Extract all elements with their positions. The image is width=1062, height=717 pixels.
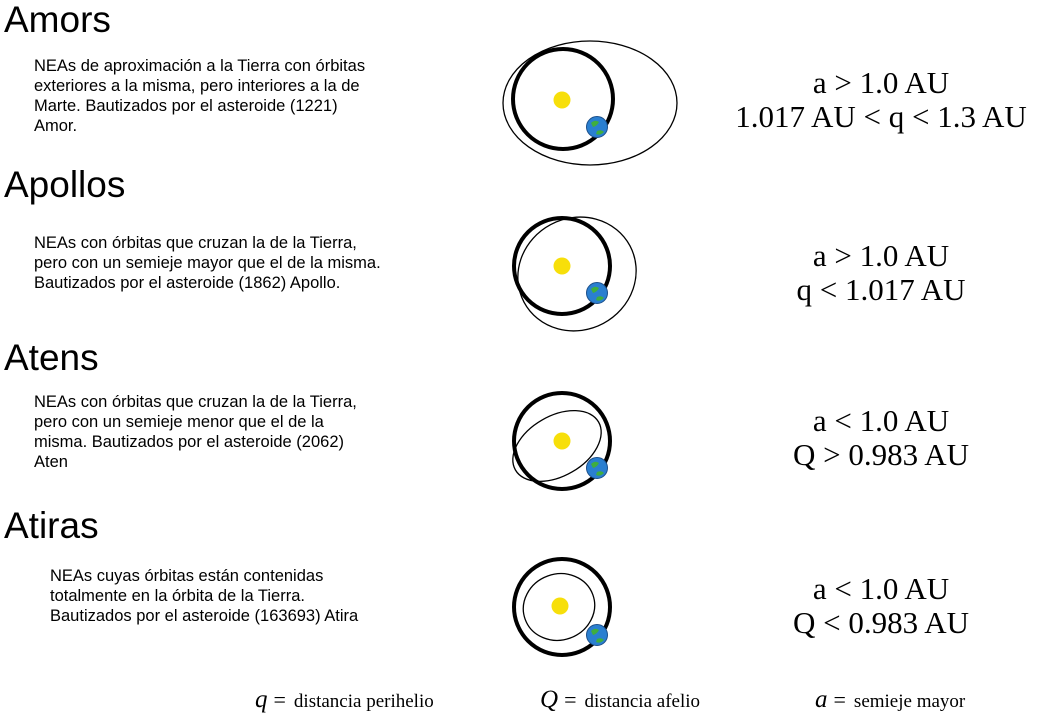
formula-line-1: a < 1.0 AU: [812, 403, 950, 438]
legend-text: distancia afelio: [584, 691, 701, 712]
legend-symbol: Q: [540, 686, 559, 713]
group-description-atiras: NEAs cuyas órbitas están contenidas totalmente en la órbita de la Tierra. Bautizados por el asteroide (163693) Atira: [50, 567, 359, 625]
sun-icon: [554, 92, 571, 109]
sun-icon: [554, 433, 571, 450]
formula-apollos: [700, 239, 1062, 307]
legend-item-Q: [540, 686, 700, 714]
formula-line-2: q < 1.017 AU: [796, 272, 966, 307]
group-description-atens: NEAs con órbitas que cruzan la de la Tierra, pero con un semieje menor que el de la misma. Bautizados por el asteroide (2062) Aten: [34, 393, 357, 471]
orbit-diagram-atens: [505, 385, 635, 500]
formula-atens: [700, 404, 1062, 472]
group-title-amors: Amors: [4, 0, 111, 40]
earth-icon: [587, 625, 608, 646]
earth-icon: [587, 283, 608, 304]
sun-icon: [552, 598, 569, 615]
group-description-apollos: NEAs con órbitas que cruzan la de la Tierra, pero con un semieje mayor que el de la misma. Bautizados por el asteroide (1862) Apollo.: [34, 234, 381, 292]
legend-equals: =: [564, 687, 577, 712]
formula-line-2: Q > 0.983 AU: [793, 437, 969, 472]
formula-line-1: a > 1.0 AU: [812, 65, 950, 100]
formula-line-2: Q < 0.983 AU: [793, 605, 969, 640]
legend-text: semieje mayor: [853, 691, 966, 712]
formula-atiras: [700, 572, 1062, 640]
legend-equals: =: [833, 687, 846, 712]
formula-line-1: a < 1.0 AU: [812, 571, 950, 606]
legend-symbol: q: [255, 686, 268, 713]
formula-amors: [700, 66, 1062, 134]
earth-icon: [587, 117, 608, 138]
legend-text: distancia perihelio: [293, 691, 434, 712]
orbit-diagram-atiras: [505, 552, 635, 664]
legend-symbol: a: [815, 686, 828, 713]
legend-item-a: [815, 686, 965, 714]
group-title-atiras: Atiras: [4, 505, 99, 546]
orbit-diagram-apollos: [505, 208, 645, 338]
group-title-atens: Atens: [4, 337, 99, 378]
group-title-apollos: Apollos: [4, 164, 126, 205]
formula-line-2: 1.017 AU < q < 1.3 AU: [735, 99, 1027, 134]
earth-icon: [587, 458, 608, 479]
group-description-amors: NEAs de aproximación a la Tierra con órbitas exteriores a la misma, pero interiores a la de Marte. Bautizados por el asteroide (1221) Amor.: [34, 57, 366, 135]
legend-item-q: [255, 686, 434, 714]
orbit-diagram-amors: [495, 35, 685, 170]
sun-icon: [554, 258, 571, 275]
formula-line-1: a > 1.0 AU: [812, 238, 950, 273]
legend-equals: =: [273, 687, 286, 712]
